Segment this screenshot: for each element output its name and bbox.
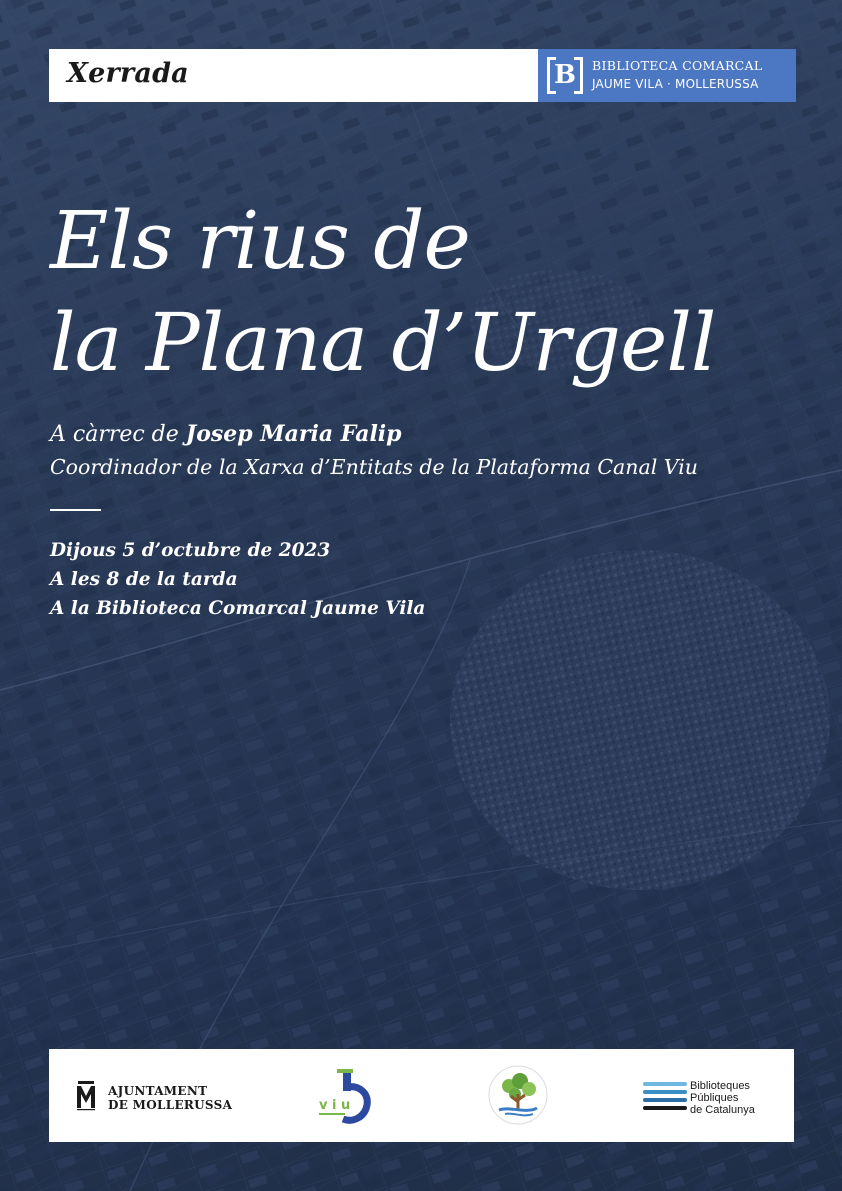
speaker-role: Coordinador de la Xarxa d’Entitats de la Plataforma Canal Viu: [50, 455, 698, 479]
bpc-stripes-icon: [643, 1080, 687, 1112]
ajuntament-m-icon: [76, 1081, 96, 1111]
library-name: BIBLIOTECA COMARCAL: [592, 58, 763, 73]
title-line-2: la Plana d’Urgell: [50, 296, 716, 389]
talk-title: [50, 190, 716, 394]
speaker-line: [50, 418, 402, 451]
library-location: JAUME VILA · MOLLERUSSA: [592, 77, 759, 91]
event-date: Dijous 5 d’octubre de 2023: [50, 540, 331, 561]
speaker-name: Josep Maria Falip: [185, 421, 402, 447]
event-details: [50, 536, 425, 623]
library-logo: [538, 49, 796, 102]
event-time: A les 8 de la tarda: [50, 569, 238, 590]
sponsor-footer: [49, 1049, 794, 1142]
event-type-label: Xerrada: [67, 58, 189, 89]
library-mark-letter: B: [554, 60, 576, 90]
canal-viu-icon: [315, 1067, 375, 1125]
bpc-line-1: Biblioteques: [690, 1080, 750, 1092]
tree-icon: [487, 1064, 549, 1126]
divider: [50, 509, 101, 511]
library-bracket-icon: [547, 57, 583, 94]
speaker-prefix: A càrrec de: [50, 422, 179, 447]
header-bar: [49, 49, 796, 102]
svg-text:v i u: v i u: [319, 1098, 351, 1113]
ajuntament-text: [108, 1084, 232, 1112]
ajuntament-line-2: DE MOLLERUSSA: [108, 1098, 233, 1112]
bpc-line-2: Públiques: [690, 1092, 739, 1104]
bpc-line-3: de Catalunya: [690, 1104, 755, 1116]
bpc-text: [690, 1080, 755, 1116]
title-line-1: Els rius de: [50, 194, 470, 287]
event-venue: A la Biblioteca Comarcal Jaume Vila: [50, 598, 426, 619]
ajuntament-line-1: AJUNTAMENT: [108, 1084, 208, 1098]
